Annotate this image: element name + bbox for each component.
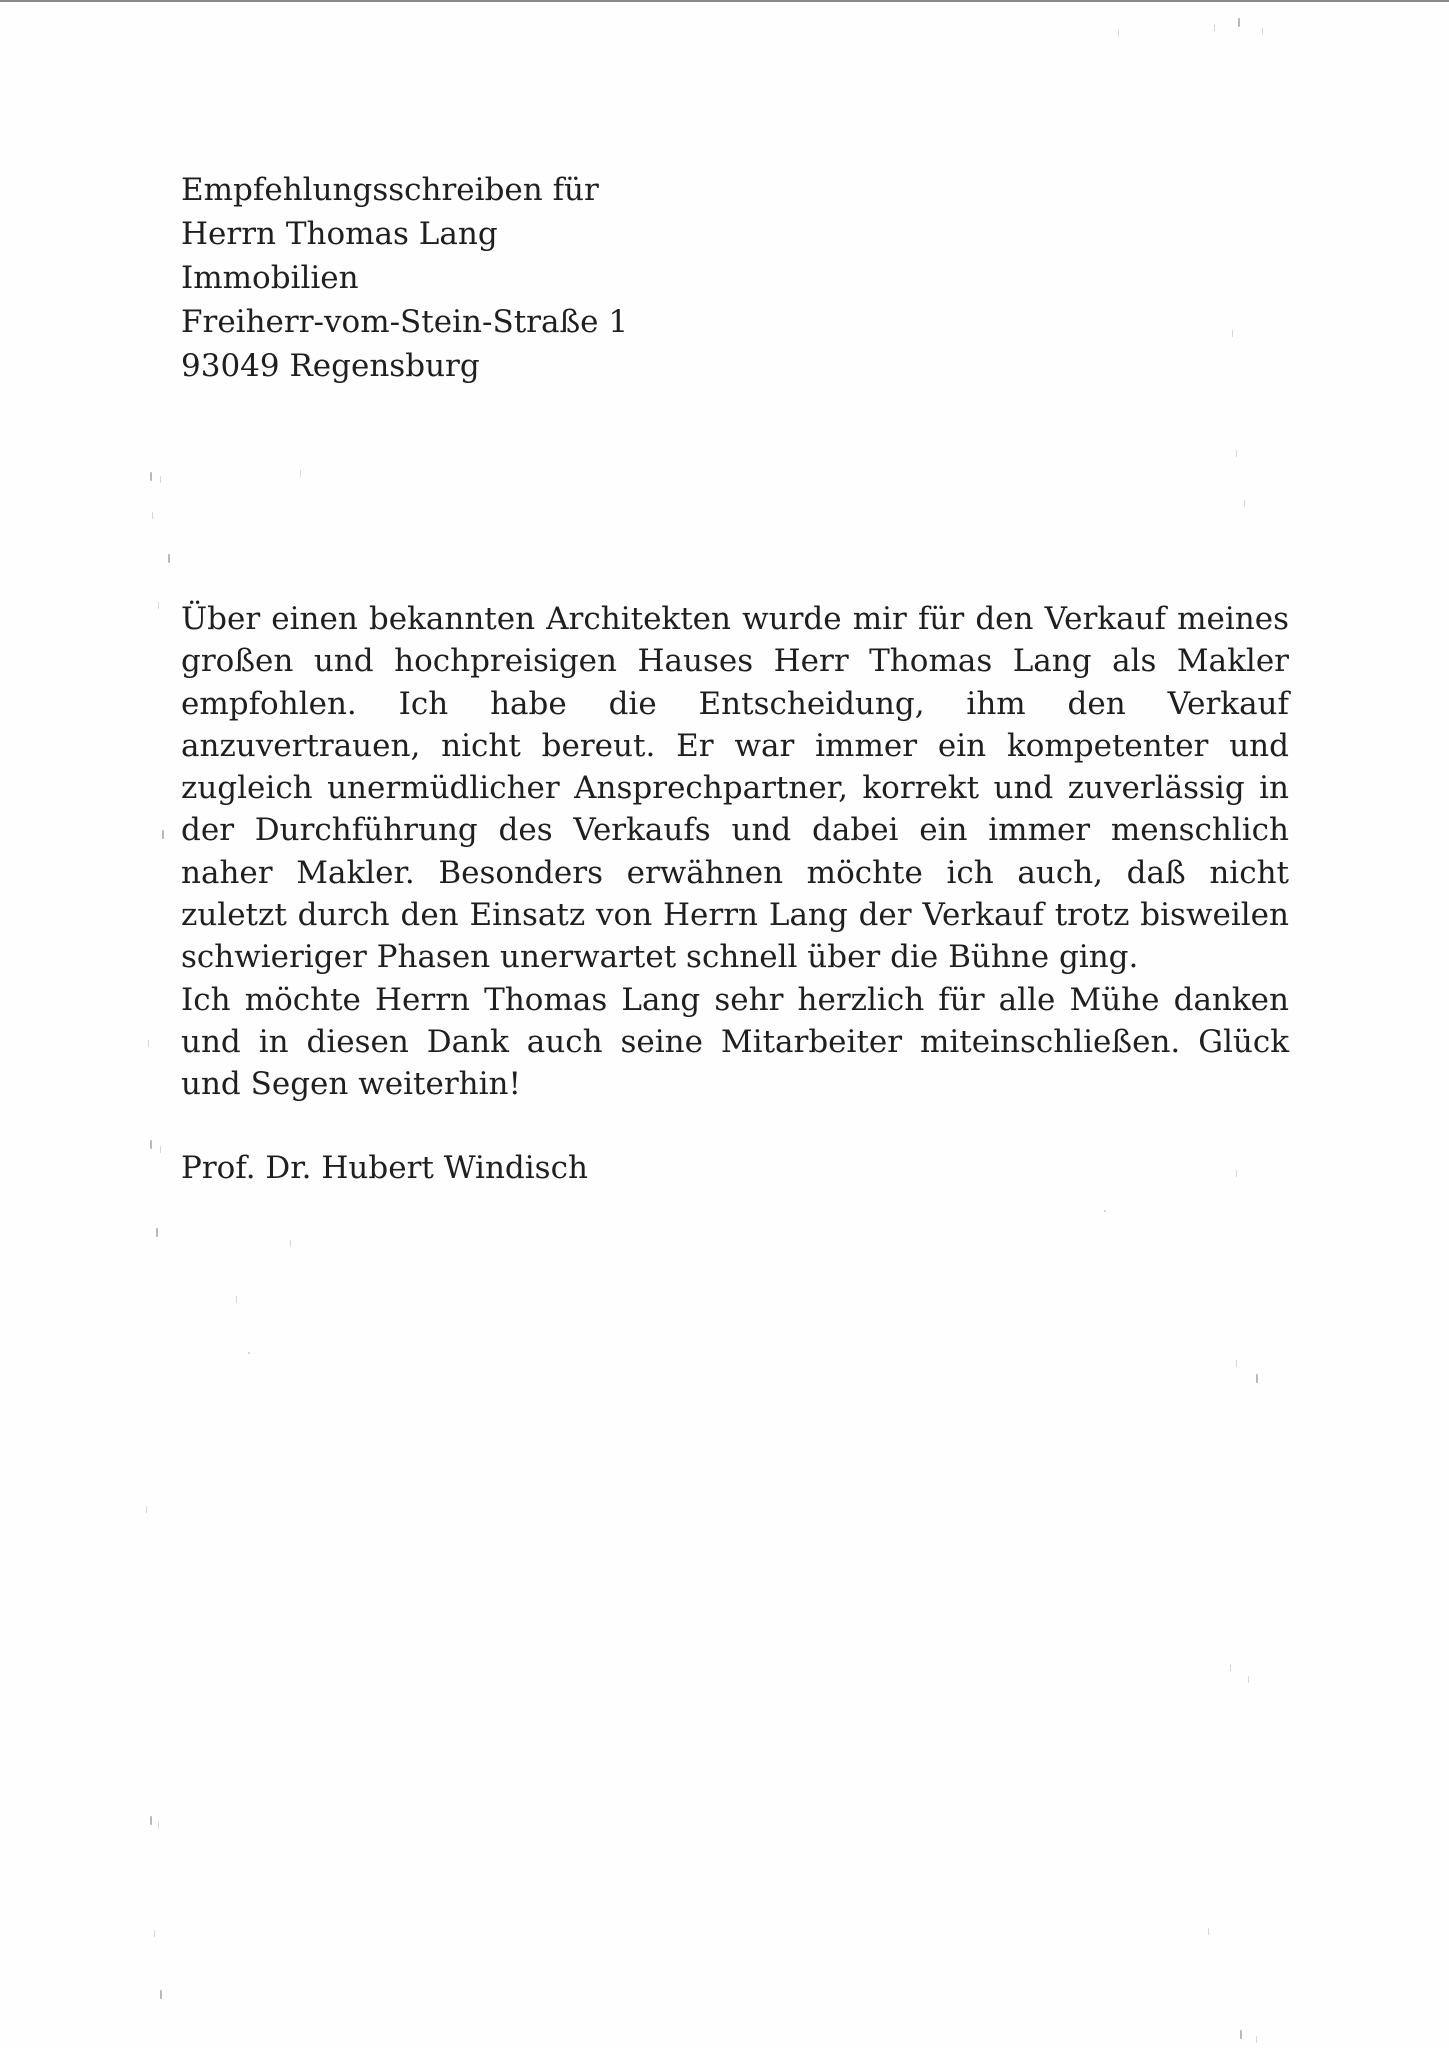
scan-edge	[0, 0, 1449, 2]
signature-name: Prof. Dr. Hubert Windisch	[181, 1149, 588, 1186]
body-paragraph: Ich möchte Herrn Thomas Lang sehr herzlich für alle Mühe danken und in diesen Dank auch seine Mitarbeiter miteinschließen. Glück und Segen weiterhin!	[181, 981, 1289, 1103]
recipient-company: Immobilien	[181, 260, 359, 296]
recipient-name: Herrn Thomas Lang	[181, 216, 498, 252]
recipient-street: Freiherr-vom-Stein-Straße 1	[181, 304, 629, 340]
letter-body	[181, 598, 1289, 1106]
address-block	[181, 168, 1289, 388]
body-paragraph: Über einen bekannten Architekten wurde mir für den Verkauf meines großen und hochpreisigen Hauses Herr Thomas Lang als Makler empfohlen. Ich habe die Entscheidung, ihm den Verkauf anzuvertrauen, nicht bereut. Er war immer ein kompetenter und zugleich unermüdlicher Ansprechpartner, korrekt und zuverlässig in der Durchführung des Verkaufs und dabei ein immer menschlich naher Makler. Besonders erwähnen möchte ich auch, daß nicht zuletzt durch den Einsatz von Herrn Lang der Verkauf trotz bisweilen schwieriger Phasen unerwartet schnell über die Bühne ging.	[181, 601, 1289, 976]
letter-subject: Empfehlungsschreiben für	[181, 172, 599, 208]
recommendation-letter	[181, 168, 1289, 1190]
recipient-city: 93049 Regensburg	[181, 348, 480, 384]
